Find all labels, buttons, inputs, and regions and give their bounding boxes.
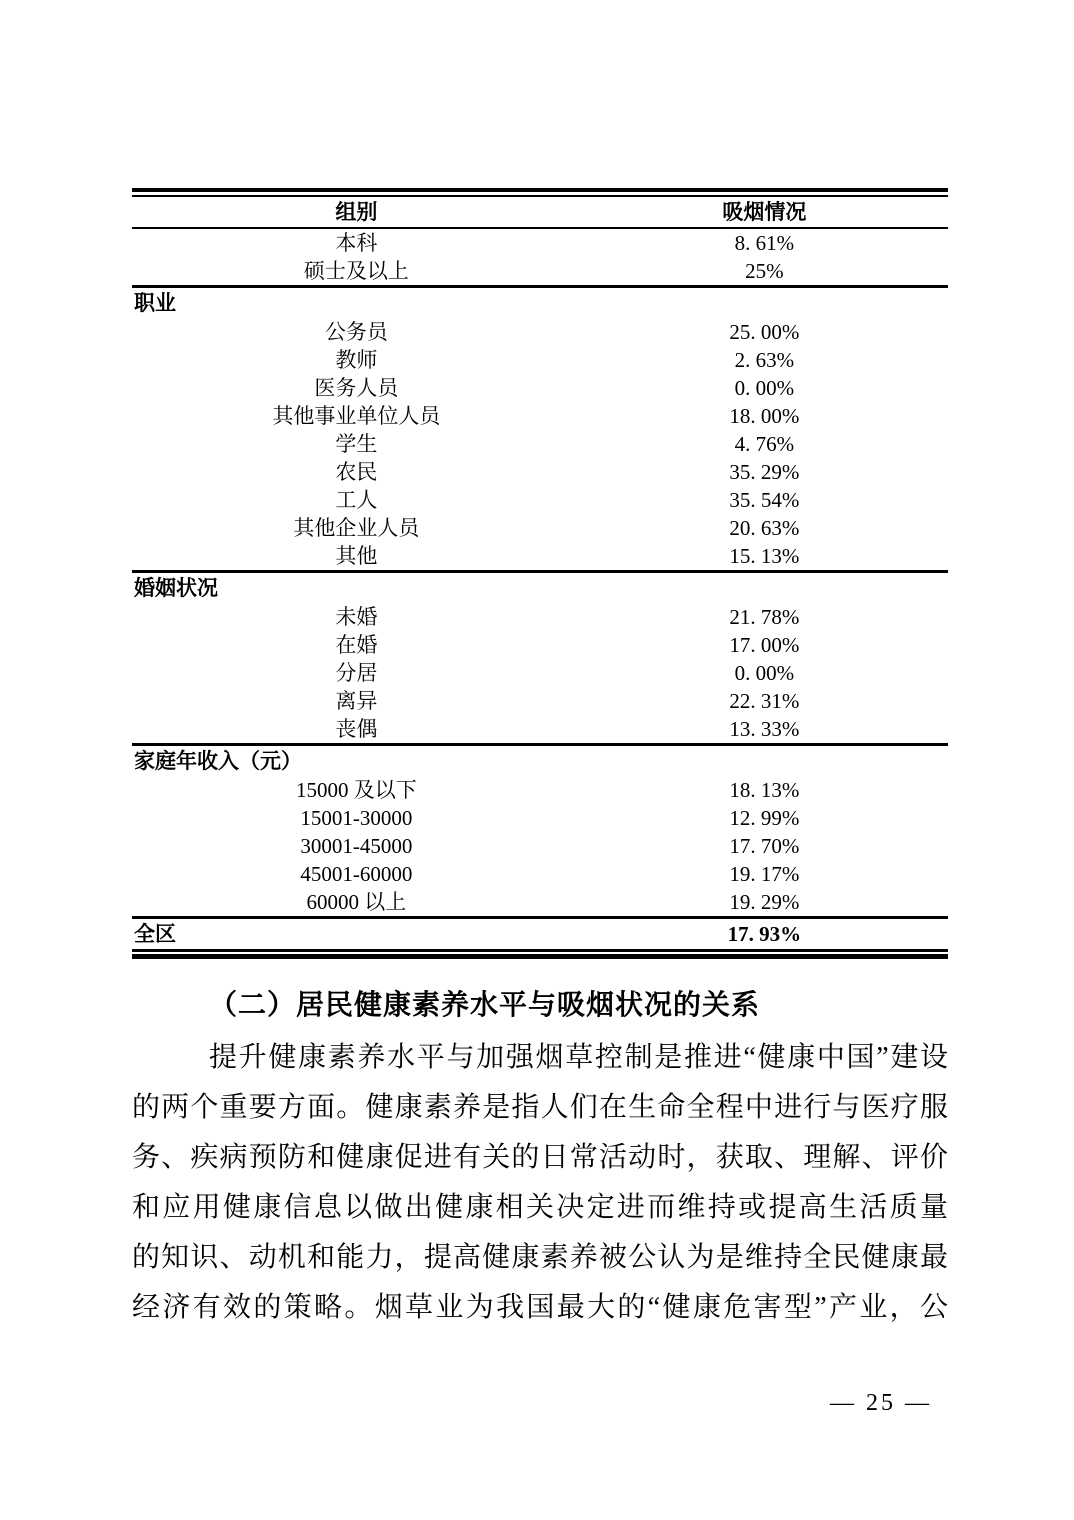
row-value: 15. 13% bbox=[729, 544, 800, 568]
table-row bbox=[132, 804, 948, 832]
table-row bbox=[132, 603, 948, 631]
row-label: 离异 bbox=[335, 689, 378, 713]
row-value: 4. 76% bbox=[734, 432, 795, 456]
paragraph-line: 的知识、动机和能力，提高健康素养被公认为是维持全民健康最 bbox=[132, 1242, 948, 1273]
row-value: 18. 13% bbox=[729, 778, 800, 802]
table-row bbox=[132, 687, 948, 715]
row-label: 15001-30000 bbox=[300, 806, 413, 830]
table-header-row bbox=[132, 197, 948, 227]
row-value: 13. 33% bbox=[729, 717, 800, 741]
table-row bbox=[132, 257, 948, 285]
section-heading: （二）居民健康素养水平与吸烟状况的关系 bbox=[209, 990, 761, 1021]
row-label: 丧偶 bbox=[335, 717, 378, 741]
table-row bbox=[132, 832, 948, 860]
page-number: — 25 — bbox=[830, 1390, 932, 1416]
row-label: 其他事业单位人员 bbox=[272, 404, 441, 428]
paragraph-line: 的两个重要方面。健康素养是指人们在生命全程中进行与医疗服 bbox=[132, 1092, 948, 1123]
table-row bbox=[132, 486, 948, 514]
row-label: 其他企业人员 bbox=[293, 516, 420, 540]
row-value: 8. 61% bbox=[734, 231, 795, 255]
row-label: 60000 以上 bbox=[306, 890, 407, 914]
page-content bbox=[132, 188, 948, 1333]
row-value: 22. 31% bbox=[729, 689, 800, 713]
row-value: 17. 00% bbox=[729, 633, 800, 657]
row-label: 45001-60000 bbox=[300, 862, 413, 886]
table-row bbox=[132, 318, 948, 346]
row-value: 0. 00% bbox=[734, 661, 795, 685]
row-value: 12. 99% bbox=[729, 806, 800, 830]
table-row bbox=[132, 888, 948, 916]
col-header-smoking: 吸烟情况 bbox=[722, 200, 807, 224]
table-row bbox=[132, 374, 948, 402]
table-row bbox=[132, 542, 948, 570]
paragraph-line: 经济有效的策略。烟草业为我国最大的“健康危害型”产业，公 bbox=[132, 1292, 948, 1323]
row-label: 其他 bbox=[335, 544, 378, 568]
row-label: 在婚 bbox=[335, 633, 378, 657]
row-label: 本科 bbox=[335, 231, 378, 255]
row-value: 25% bbox=[745, 259, 784, 283]
group-label-marital: 婚姻状况 bbox=[134, 576, 218, 600]
row-label: 公务员 bbox=[324, 320, 388, 344]
col-header-group: 组别 bbox=[335, 200, 378, 224]
table-row bbox=[132, 860, 948, 888]
smoking-table bbox=[132, 188, 948, 959]
row-label: 教师 bbox=[335, 348, 378, 372]
paragraph-line: 务、疾病预防和健康促进有关的日常活动时，获取、理解、评价 bbox=[132, 1142, 948, 1173]
row-value: 0. 00% bbox=[734, 376, 795, 400]
total-value: 17. 93% bbox=[727, 922, 802, 946]
table-row bbox=[132, 430, 948, 458]
paragraph-line: 和应用健康信息以做出健康相关决定进而维持或提高生活质量 bbox=[132, 1192, 948, 1223]
row-value: 19. 17% bbox=[729, 862, 800, 886]
row-value: 17. 70% bbox=[729, 834, 800, 858]
table-row bbox=[132, 402, 948, 430]
row-label: 15000 及以下 bbox=[296, 778, 417, 802]
table-row bbox=[132, 631, 948, 659]
row-label: 工人 bbox=[335, 488, 378, 512]
row-label: 未婚 bbox=[335, 605, 378, 629]
total-label: 全区 bbox=[134, 922, 176, 946]
row-value: 2. 63% bbox=[734, 348, 795, 372]
row-value: 35. 54% bbox=[729, 488, 800, 512]
table-row bbox=[132, 659, 948, 687]
table-row bbox=[132, 346, 948, 374]
row-value: 25. 00% bbox=[729, 320, 800, 344]
table-total-row bbox=[132, 919, 948, 949]
table-bottom-border bbox=[132, 949, 948, 959]
row-value: 18. 00% bbox=[729, 404, 800, 428]
row-value: 19. 29% bbox=[729, 890, 800, 914]
table-row bbox=[132, 514, 948, 542]
row-label: 学生 bbox=[335, 432, 378, 456]
row-label: 硕士及以上 bbox=[303, 259, 409, 283]
group-label-occupation: 职业 bbox=[134, 291, 176, 315]
row-label: 医务人员 bbox=[314, 376, 399, 400]
row-value: 35. 29% bbox=[729, 460, 800, 484]
row-value: 20. 63% bbox=[729, 516, 800, 540]
paragraph-line: 提升健康素养水平与加强烟草控制是推进“健康中国”建设 bbox=[209, 1042, 948, 1073]
table-row bbox=[132, 776, 948, 804]
body-paragraph bbox=[132, 1033, 948, 1333]
table-row bbox=[132, 229, 948, 257]
table-top-border bbox=[132, 188, 948, 197]
row-label: 农民 bbox=[335, 460, 378, 484]
table-row bbox=[132, 715, 948, 743]
row-value: 21. 78% bbox=[729, 605, 800, 629]
row-label: 分居 bbox=[335, 661, 378, 685]
table-row bbox=[132, 458, 948, 486]
group-label-income: 家庭年收入（元） bbox=[134, 749, 302, 773]
row-label: 30001-45000 bbox=[300, 834, 413, 858]
